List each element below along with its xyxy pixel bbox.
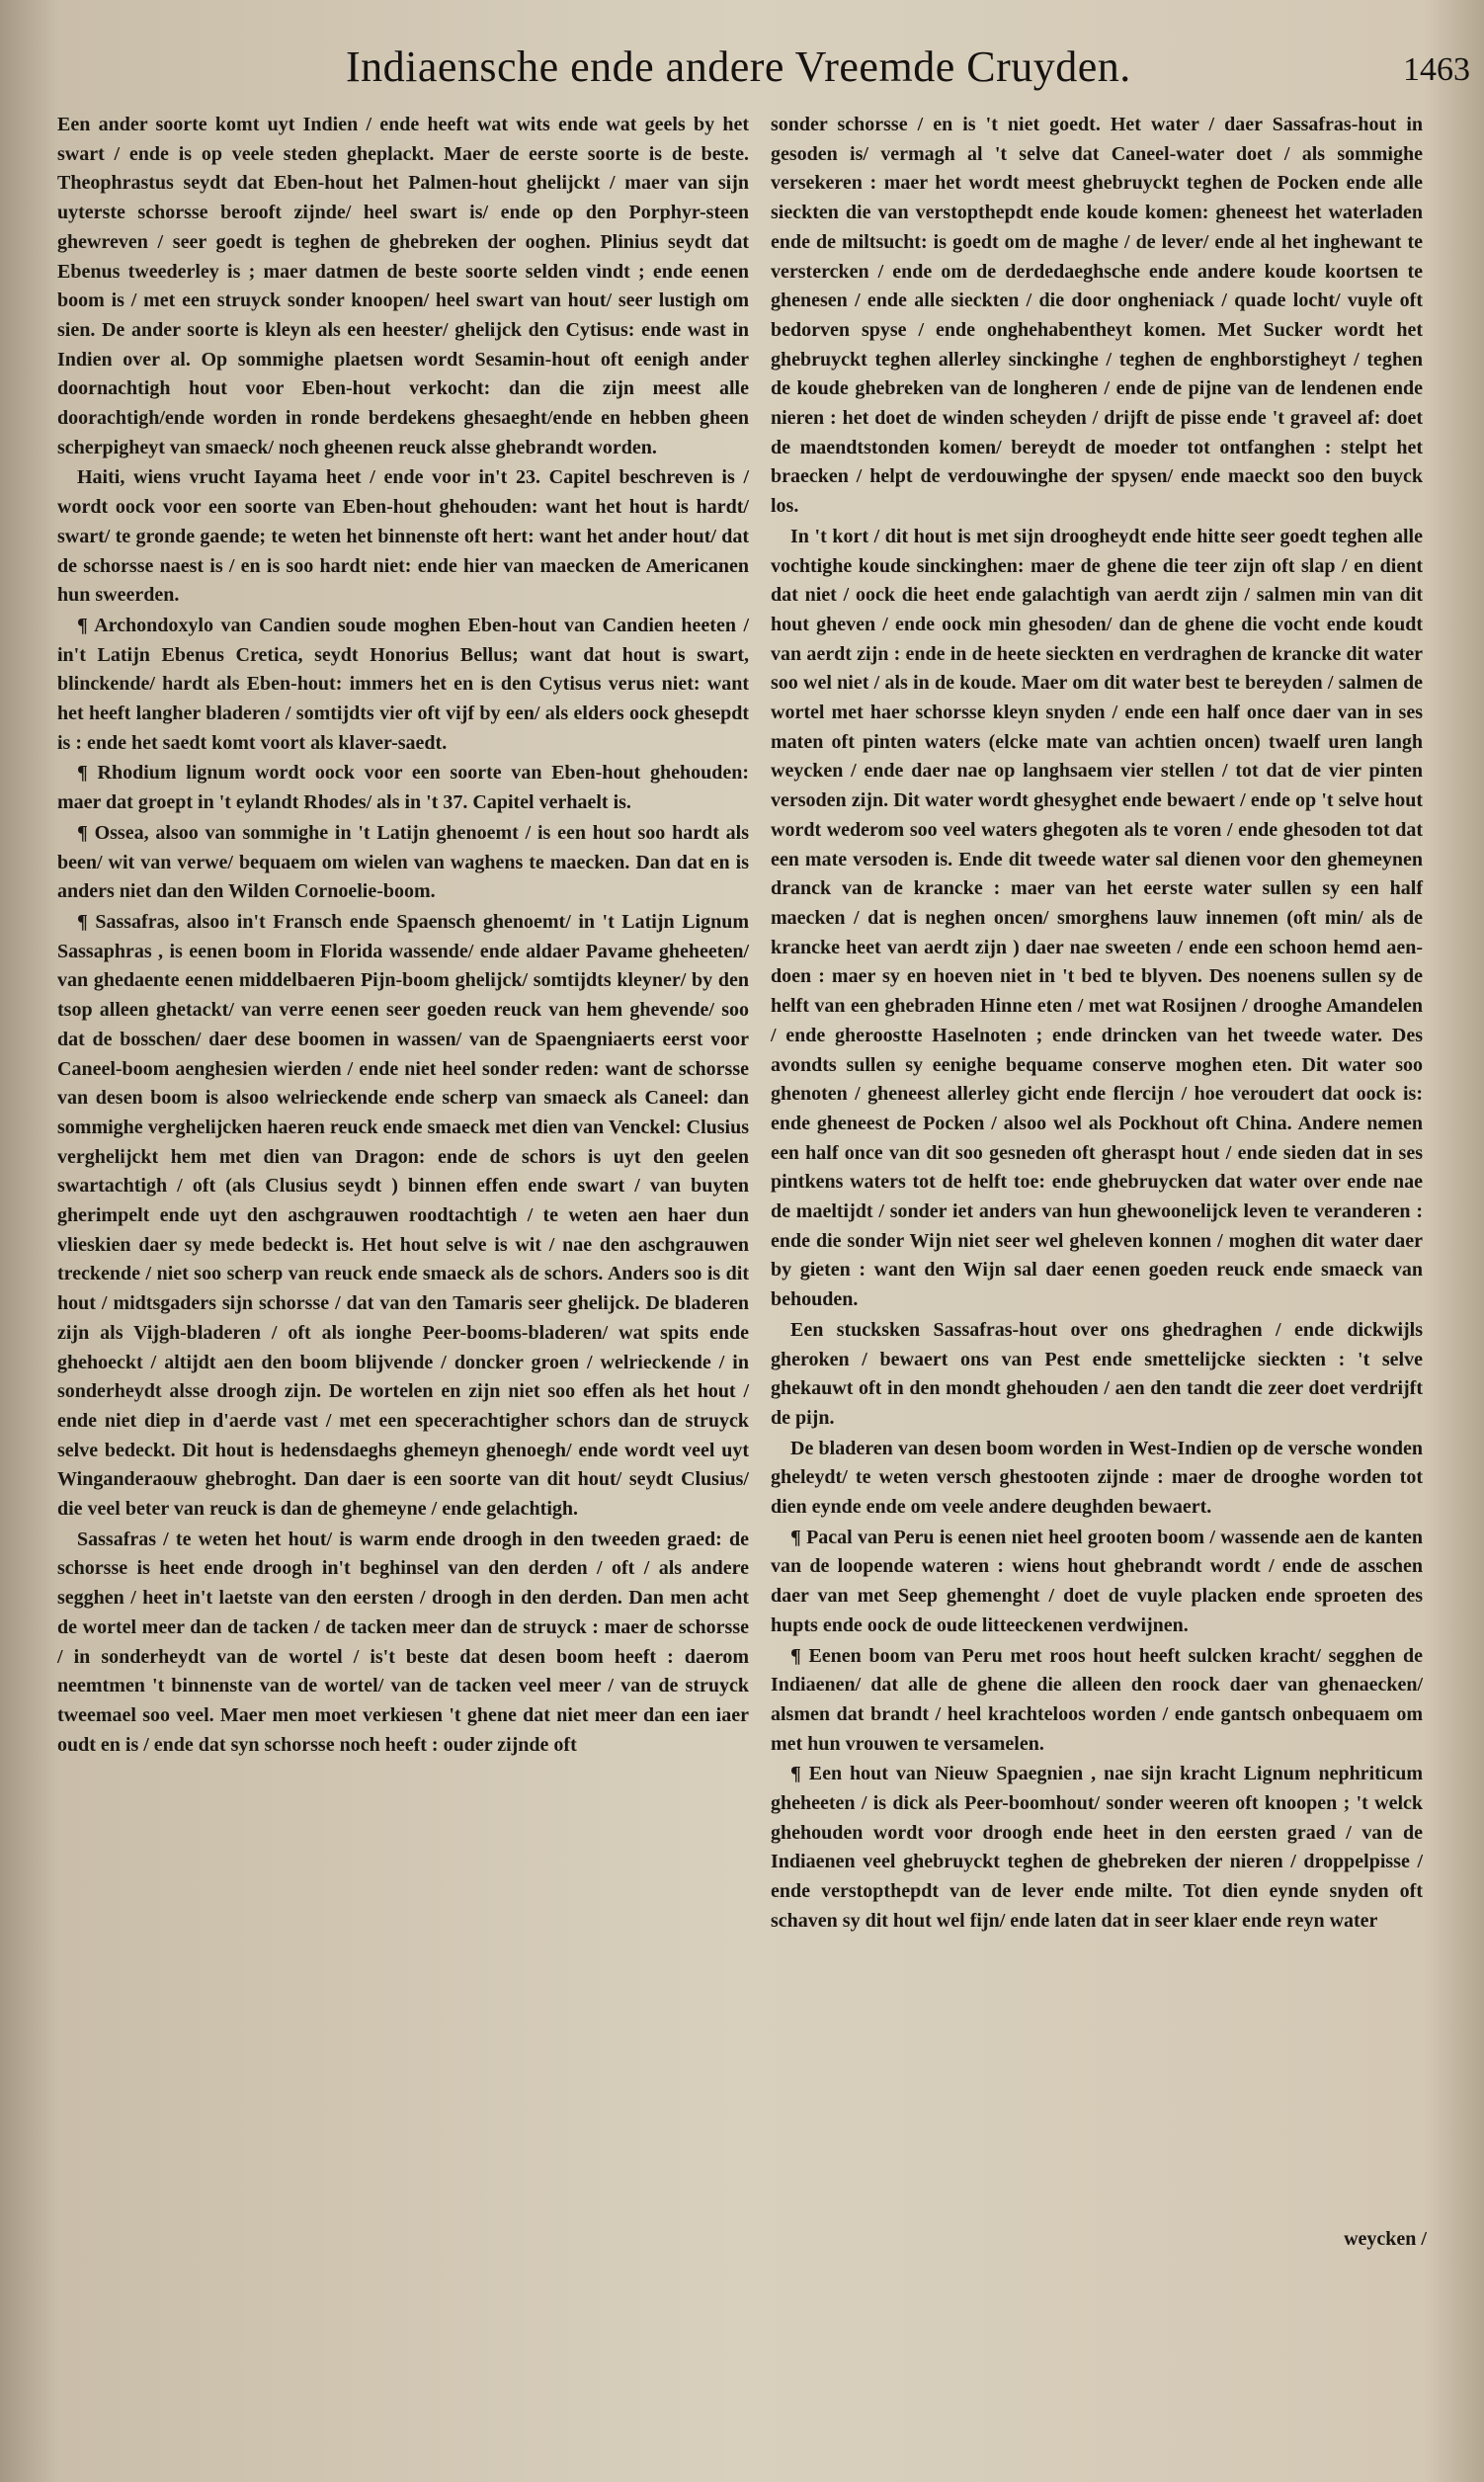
left-column [57, 111, 749, 1761]
catchword: weycken / [1344, 2228, 1427, 2250]
paragraph: De bladeren van desen boom worden in West-Indien op de versche wonden gheleydt/ te weten versch ghestooten zijnde : maer de drooghe worden tot dien eynde ende om veele andere deughden bewaert. [771, 1437, 1423, 1519]
page-number: 1463 [1403, 51, 1470, 88]
paragraph: Een stucksken Sassafras-hout over ons ghedraghen / ende dickwijls gheroken / bewaert ons van Pest ende smettelijcke sieckten : 't selve ghekauwt oft in den mondt ghehouden / aen den tandt die zeer doet verdrijft de pijn. [771, 1318, 1423, 1429]
paragraph: sonder schorsse / en is 't niet goedt. Het water / daer Sassafras-hout in gesoden is/ vermagh al 't selve dat Caneel-water doet / als sommighe versekeren : maer het wordt meest ghebruyckt teghen de Pocken ende alle sieckten die van verstopthepdt ende koude komen: gheneest het waterladen ende de miltsucht: is goedt om de maghe / de lever/ ende al het inghewant te verstercken / ende om de derdedaeghsche ende andere koude koortsen te ghenesen / ende alle sieckten / die door ongheniack / quade locht/ vuyle oft bedorven spyse / ende onghehabentheyt komen. Met Sucker wordt het ghebruyckt teghen allerley sinckinghe / teghen de enghborstigheyt / teghen de koude ghebreken van de longheren / ende de pijne van de lendenen ende nieren : het doet de winden scheyden / drijft de pisse ende 't graveel af: doet de maendtstonden komen/ bereydt de moeder tot ontfanghen : stelpt het braecken / helpt de verdouwinghe der spysen/ ende maeckt soo den buyck los. [771, 114, 1423, 518]
paragraph: Een ander soorte komt uyt Indien / ende heeft wat wits ende wat geels by het swart / ende is op veele steden gheplackt. Maer de eerste soorte is de beste. Theophrastus seydt dat Eben-hout het Palmen-hout ghelijckt / maer van sijn uyterste schorsse berooft zijnde/ heel swart is/ ende op den Porphyr-steen ghewreven / seer goedt is teghen de ghebreken der ooghen. Plinius seydt dat Ebenus tweederley is ; maer datmen de beste soorte selden vindt ; ende eenen boom is / met een struyck sonder knoopen/ heel swart van hout/ seer lustigh om sien. De ander soorte is kleyn als een heester/ ghelijck den Cytisus: ende wast in Indien over al. Op sommighe plaetsen wordt Sesamin-hout oft eenigh ander doornachtigh hout voor Eben-hout verkocht: dan die zijn meest alle doorachtigh/ende worden in ronde berdekens ghesaeght/ende en hebben gheen scherpigheyt van smaeck/ noch gheenen reuck alsse ghebrandt worden. [57, 114, 749, 458]
paragraph: ¶ Sassafras, alsoo in't Fransch ende Spaensch ghenoemt/ in 't Latijn Lignum Sassaphras , is eenen boom in Florida wassende/ ende aldaer Pavame gheheeten/ van ghedaente eenen middelbaeren Pijn-boom ghelijck/ somtijdts kleyner/ by den tsop alleen ghetackt/ van verre eenen seer goeden reuck van hem ghevende/ soo dat de bosschen/ daer dese boomen in wassen/ van de Spaengniaerts eerst voor Caneel-boom aenghesien wierden / ende niet heel sonder reden: want de schorsse van desen boom is alsoo welrieckende ende scherp van smaeck als Caneel: dan sommighe verghelijcken haeren reuck ende smaeck met dien van Venckel: Clusius verghelijckt hem met dien van Dragon: ende de schors is uyt den geelen swartachtigh / oft (als Clusius seydt ) binnen effen ende swart / van buyten gherimpelt ende uyt den aschgrauwen roodtachtigh / te weten aen haer dun vlieskien daer sy mede bedeckt is. Het hout selve is wit / nae den aschgrauwen treckende / niet soo scherp van reuck ende smaeck als de schors. Anders soo is dit hout / midtsgaders sijn schorsse / dat van den Tamaris seer ghelijck. De bladeren zijn als Vijgh-bladeren / oft als ionghe Peer-booms-bladeren/ wat spits ende ghehoeckt / altijdt aen den boom blijvende / doncker groen / welrieckende / in sonderheydt alsse droogh zijn. De wortelen en zijn niet soo effen als het hout / ende niet diep in d'aerde vast / met een specerachtigher schors dan de struyck selve bedeckt. Dit hout is hedensdaeghs ghemeyn ghenoegh/ ende wordt veel uyt Winganderaouw ghebroght. Dan daer is een soorte van dit hout/ seydt Clusius/ die veel beter van reuck is dan de ghemeyne / ende gelachtigh. [57, 910, 749, 1521]
paragraph: Haiti, wiens vrucht Iayama heet / ende voor in't 23. Capitel beschreven is / wordt oock voor een soorte van Eben-hout ghehouden: want het hout is hardt/ swart/ te gronde gaende; te weten het binnenste oft hert: want het ander hout/ dat de schorsse naest is / en is soo hardt niet: ende hier van maecken de Americanen hun sweerden. [57, 466, 749, 607]
paragraph: In 't kort / dit hout is met sijn droogheydt ende hitte seer goedt teghen alle vochtighe koude sinckinghen: maer de ghene die teer zijn oft slap / en dient dat niet / oock die heet ende galachtigh van aerdt zijn / salmen min van dit hout gheven / ende oock min ghesoden/ dan de ghene die vocht ende koudt van aerdt zijn : ende in de heete sieckten en verdraghen de krancke dit water soo wel niet / als in de koude. Maer om dit water best te bereyden / salmen de wortel met haer schorsse kleyn snyden / ende een half once daer van in ses maten oft pinten waters (elcke mate van achtien oncen) twaelf uren langh weycken / ende daer nae op langhsaem vier stellen / tot dat de vier pinten versoden zijn. Dit water wordt ghesyghet ende bewaert / ende op 't selve hout wordt wederom soo veel waters ghegoten als te voren / ende ghesoden tot dat een mate versoden is. Ende dit tweede water sal dienen voor den ghemeynen dranck van de krancke : maer van het eerste water sullen sy een half maecken / dat is neghen oncen/ smorghens lauw innemen (oft min/ als de krancke heet van aerdt zijn ) daer nae sweeten / ende een schoon hemd aen-doen : maer sy en hoeven niet in 't bed te blyven. Des noenens sullen sy de helft van een ghebraden Hinne eten / met wat Rosijnen / drooghe Amandelen / ende gheroostte Haselnoten ; ende drincken van het tweede water. Des avondts sullen sy eenighe bequame conserve moghen eten. Dit water soo ghenoten / gheneest allerley gicht ende flercijn / hoe veroudert dat oock is: ende gheneest de Pocken / alsoo wel als Pockhout oft China. Andere nemen een half once van dit soo gesneden oft gheraspt hout / ende sieden dat in ses pintkens waters tot de helft toe: ende ghebruycken dat water over ende nae de maeltijdt / sonder iet anders van hun ghewoonelijck leven te veranderen : ende die sonder Wijn niet seer wel gheleven konnen / moghen dit water daer by gieten : want den Wijn sal daer eenen goeden reuck ende smaeck van behouden. [771, 525, 1423, 1311]
paragraph: ¶ Pacal van Peru is eenen niet heel grooten boom / wassende aen de kanten van de loopende wateren : wiens hout ghebrandt wordt / ende de asschen daer van met Seep ghemenght / doet de vuyle placken ende sproeten des hupts ende oock de oude litteeckenen verdwijnen. [771, 1526, 1423, 1636]
running-head: Indiaensche ende andere Vreemde Cruyden. [346, 42, 1131, 91]
paragraph: ¶ Ossea, alsoo van sommighe in 't Latijn ghenoemt / is een hout soo hardt als been/ wit van verwe/ bequaem om wielen van waghens te maecken. Dan dat en is anders niet dan den Wilden Cornoelie-boom. [57, 821, 749, 903]
paragraph: ¶ Rhodium lignum wordt oock voor een soorte van Eben-hout ghehouden: maer dat groept in 't eylandt Rhodes/ als in 't 37. Capitel verhaelt is. [57, 762, 749, 814]
paragraph: ¶ Eenen boom van Peru met roos hout heeft sulcken kracht/ segghen de Indiaenen/ dat alle de ghene die alleen den roock daer van ghenaecken/ alsmen dat brandt / heel krachteloos worden / ende gantsch onbequaem om met hun vrouwen te versamelen. [771, 1644, 1423, 1755]
paragraph: ¶ Een hout van Nieuw Spaegnien , nae sijn kracht Lignum nephriticum gheheeten / is dick als Peer-boomhout/ sonder weeren oft knoopen ; 't welck ghehouden wordt voor droogh ende heet in den eersten graed / van de Indiaenen veel ghebruyckt teghen de ghebreken der nieren / droppelpisse / ende verstopthepdt van de lever ende milte. Tot dien eynde snyden oft schaven sy dit hout wel fijn/ ende laten dat in seer klaer ende reyn water [771, 1763, 1423, 1932]
paragraph: Sassafras / te weten het hout/ is warm ende droogh in den tweeden graed: de schorsse is heet ende droogh in't beghinsel van den derden / oft / als andere segghen / heet in't laetste van den eersten / droogh in den derden. Dan men acht de wortel meer dan de tacken / de tacken meer dan de struyck : maer de schorsse / in sonderheydt van de wortel / is't beste dat desen boom heeft : daerom neemtmen 't binnenste van de wortel/ van de tacken veel meer / van de struyck tweemael soo veel. Maer men moet verkiesen 't ghene dat niet meer dan een iaer oudt en is / ende dat syn schorsse noch heeft : ouder zijnde oft [57, 1528, 749, 1756]
paragraph: ¶ Archondoxylo van Candien soude moghen Eben-hout van Candien heeten / in't Latijn Ebenus Cretica, seydt Honorius Bellus; want dat hout is swart, blinckende/ hardt als Eben-hout: immers het en is den Cytisus verus niet: want het heeft langher bladeren / somtijdts vier oft vijf by een/ als elders oock ghesepdt is : ende het saedt komt voort als klaver-saedt. [57, 614, 749, 754]
right-column [771, 111, 1423, 1938]
